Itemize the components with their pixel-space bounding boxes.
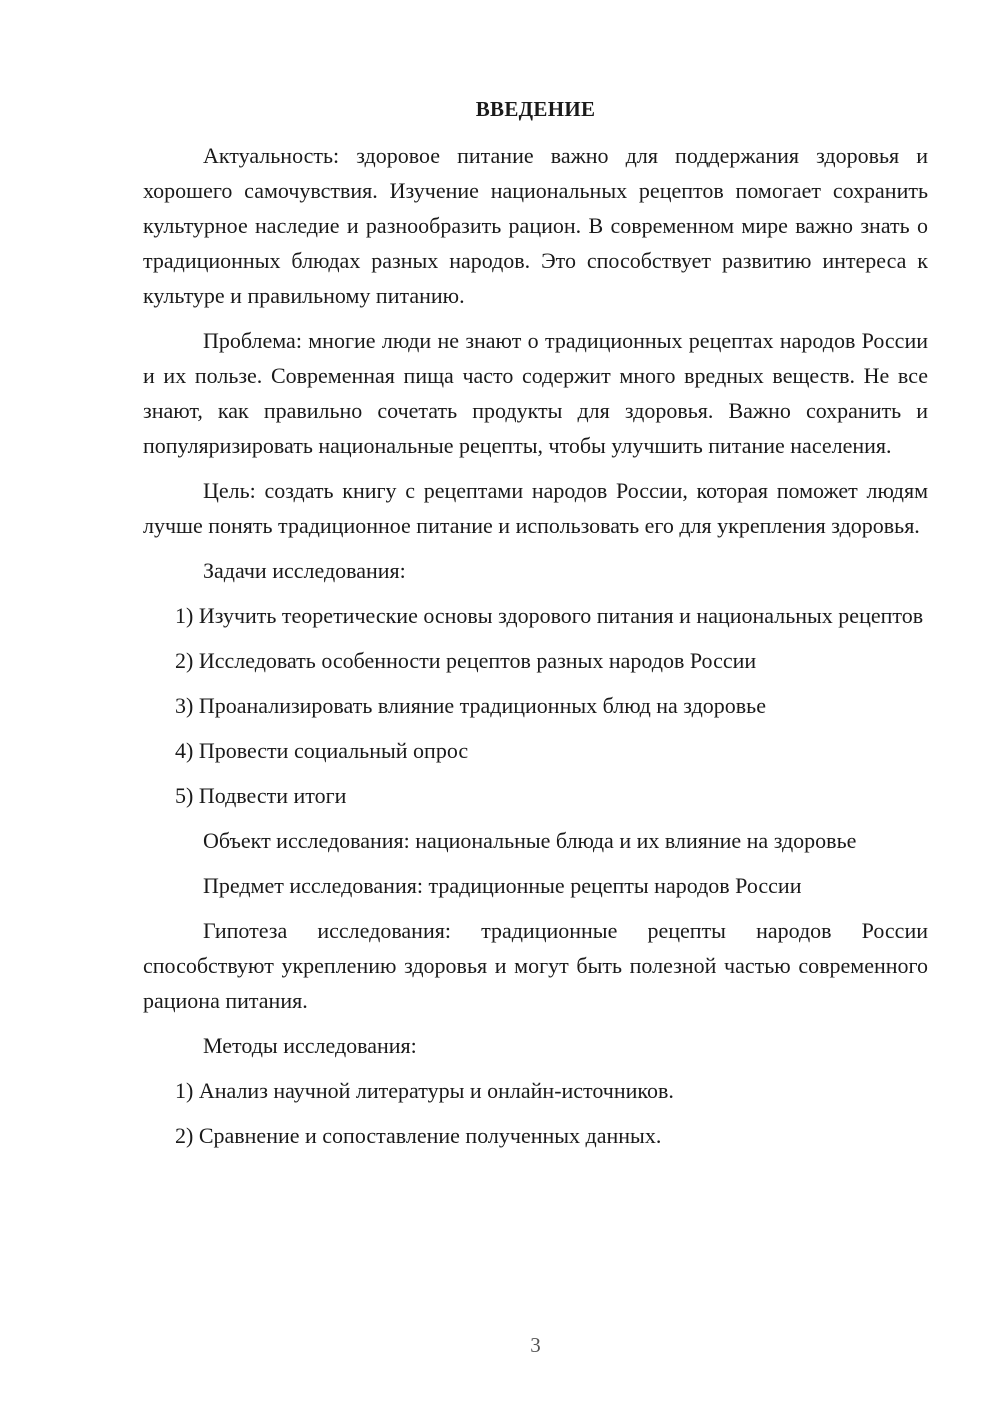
problem-paragraph: Проблема: многие люди не знают о традиционных рецептах народов России и их пользе. Современная пища часто содержит много вредных веществ. Не все знают, как правильно сочетать продукты для здоровья. Важно сохранить и популяризировать национальные рецепты, чтобы улучшить питание населения. [143,328,928,458]
relevance-paragraph: Актуальность: здоровое питание важно для поддержания здоровья и хорошего самочувствия. Изучение национальных рецептов помогает сохранить культурное наследие и разнообразить рацион. В современном мире важно знать о традиционных блюдах разных народов. Это способствует развитию интереса к культуре и правильному питанию. [143,143,928,308]
tasks-heading: Задачи исследования: [203,558,406,583]
task-item: 5) Подвести итоги [175,783,347,808]
methods-heading: Методы исследования: [203,1033,417,1058]
task-item: 2) Исследовать особенности рецептов разных народов России [175,648,757,673]
goal-paragraph: Цель: создать книгу с рецептами народов России, которая поможет людям лучше понять традиционное питание и использовать его для укрепления здоровья. [143,478,928,538]
object-paragraph: Объект исследования: национальные блюда и их влияние на здоровье [203,828,857,853]
page-number: 3 [530,1333,541,1357]
method-item: 2) Сравнение и сопоставление полученных данных. [175,1123,662,1148]
method-item: 1) Анализ научной литературы и онлайн-источников. [175,1078,674,1103]
task-item: 1) Изучить теоретические основы здорового питания и национальных рецептов [175,603,924,628]
document-page [143,92,928,1163]
page-title: ВВЕДЕНИЕ [475,97,596,121]
task-item: 3) Проанализировать влияние традиционных блюд на здоровье [175,693,766,718]
subject-paragraph: Предмет исследования: традиционные рецепты народов России [203,873,802,898]
hypothesis-paragraph: Гипотеза исследования: традиционные рецепты народов России способствуют укреплению здоровья и могут быть полезной частью современного рациона питания. [143,918,928,1013]
task-item: 4) Провести социальный опрос [175,738,469,763]
